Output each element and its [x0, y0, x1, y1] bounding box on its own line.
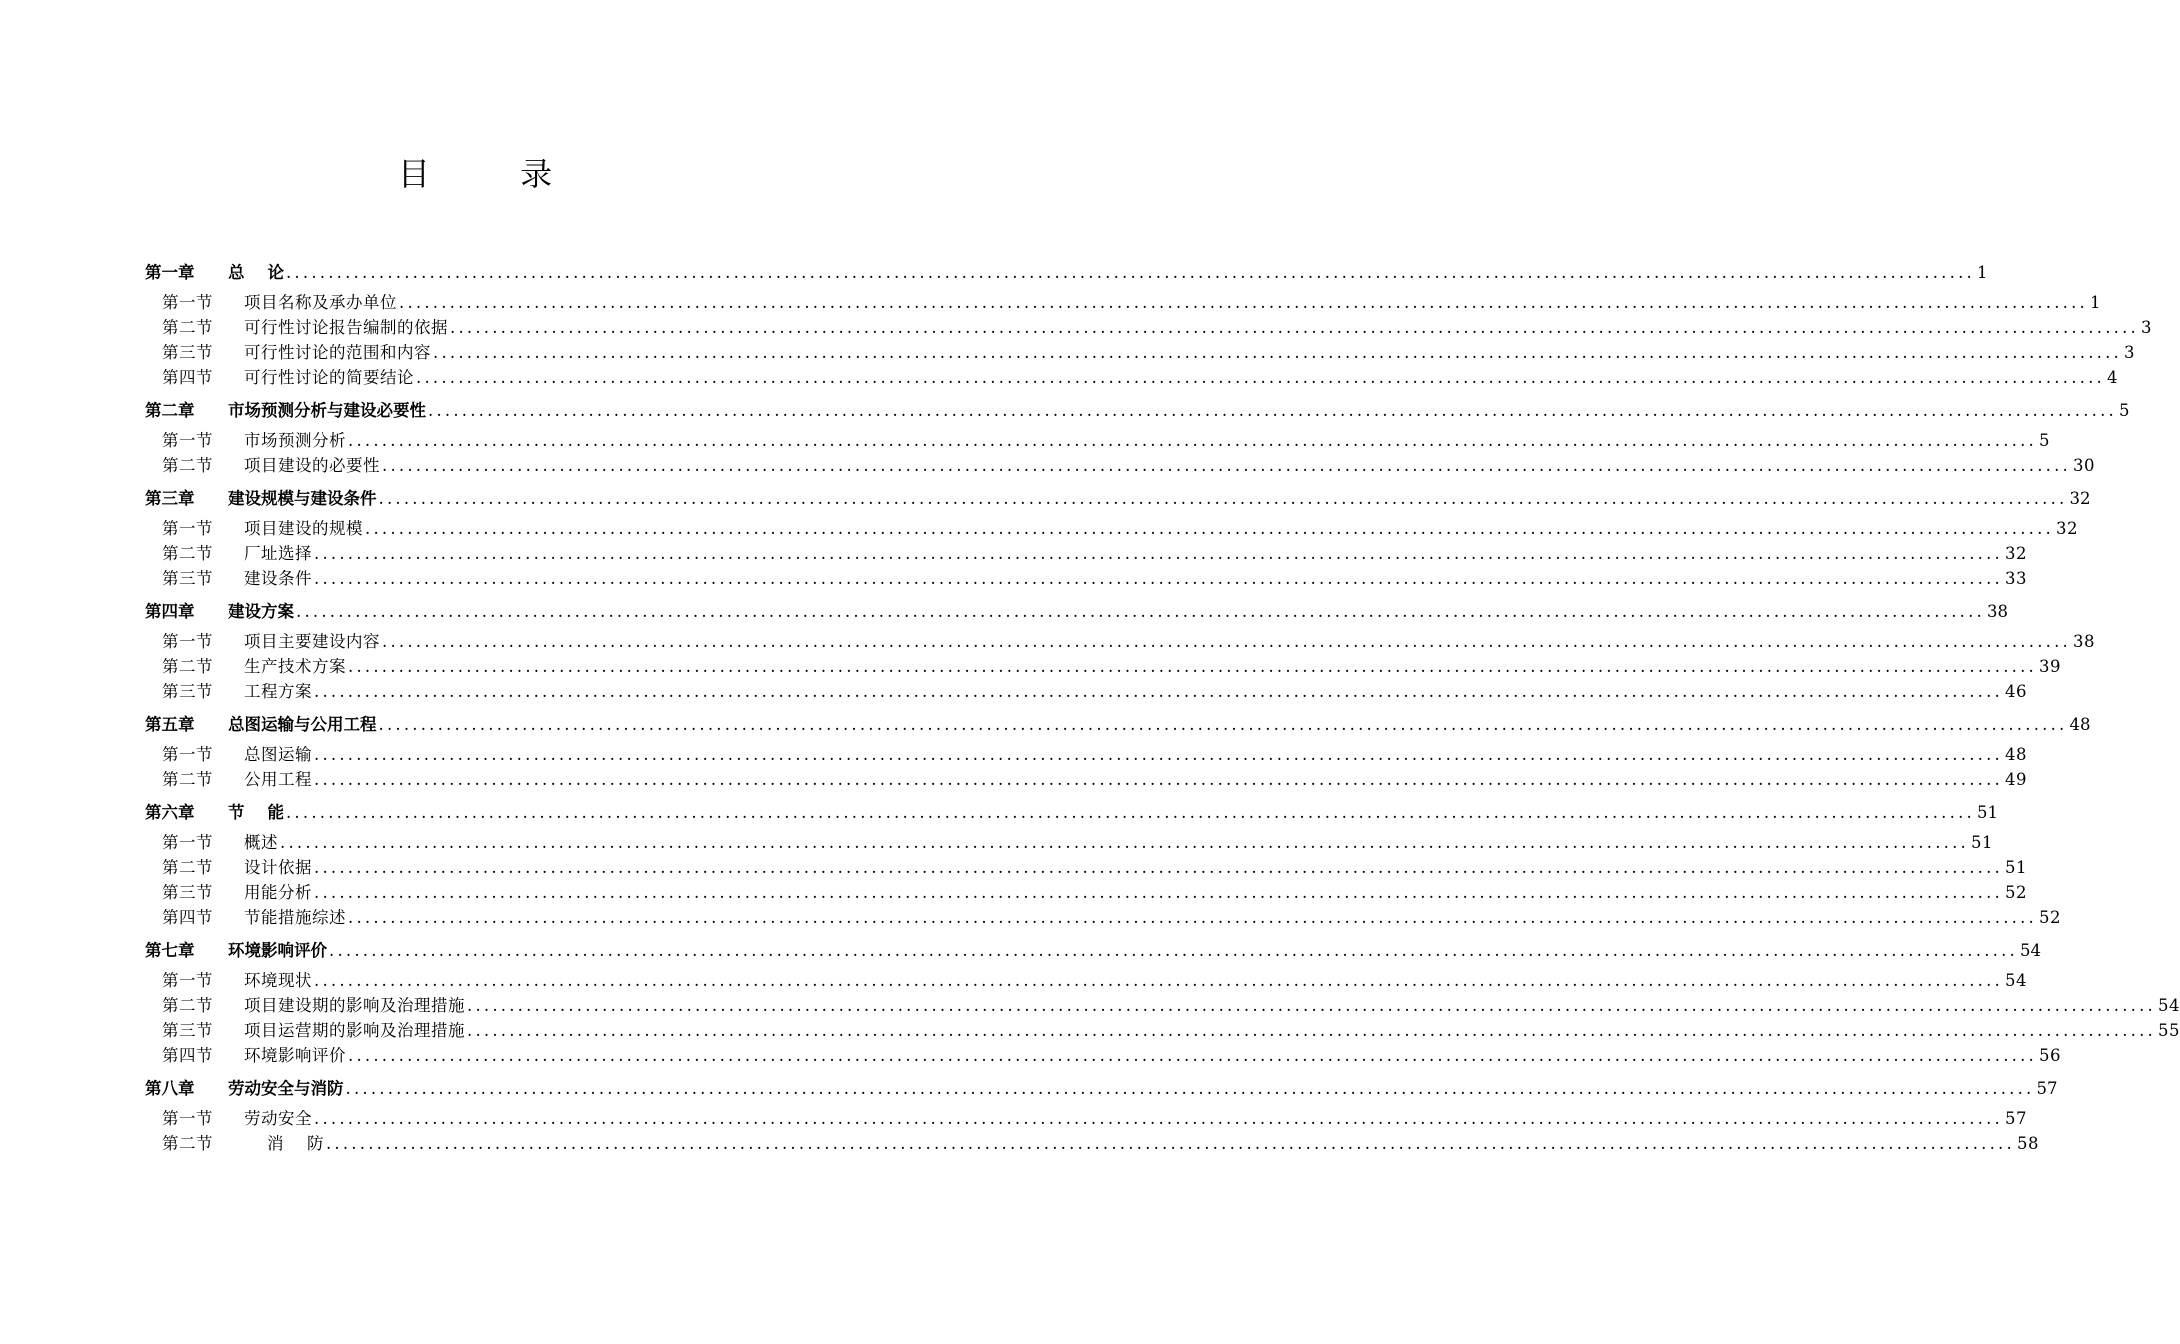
entry-number: 第一节 [162, 519, 213, 538]
entry-title: 用能分析 [244, 883, 312, 902]
toc-section-entry[interactable] [145, 516, 2078, 541]
dot-leader: ........................................................................................................................................................................................................ [314, 971, 2003, 990]
dot-leader: ........................................................................................................................................................................................................ [382, 456, 2071, 475]
entry-number: 第四章 [145, 602, 195, 621]
entry-number: 第一节 [162, 632, 213, 651]
toc-title: 目 录 [397, 155, 593, 193]
entry-title: 可行性讨论报告编制的依据 [244, 318, 448, 337]
entry-number: 第一节 [162, 745, 213, 764]
toc-section-entry[interactable] [145, 365, 2118, 390]
entry-page-number: 51 [1976, 803, 1998, 822]
entry-number: 第二节 [162, 858, 213, 877]
toc-chapter-entry[interactable] [145, 595, 2008, 629]
entry-title: 可行性讨论的简要结论 [244, 368, 414, 387]
toc-chapter-entry[interactable] [145, 256, 1988, 290]
dot-leader: ........................................................................................................................................................................................................ [348, 1046, 2037, 1065]
entry-title: 环境现状 [244, 971, 312, 990]
entry-page-number: 58 [2016, 1134, 2039, 1153]
dot-leader: ........................................................................................................................................................................................................ [314, 569, 2003, 588]
entry-title: 环境影响评价 [228, 941, 327, 960]
dot-leader: ........................................................................................................................................................................................................ [467, 996, 2156, 1015]
entry-number: 第八章 [145, 1079, 195, 1098]
toc-section-entry[interactable] [145, 830, 1993, 855]
toc-section-entry[interactable] [145, 993, 2180, 1018]
entry-number: 第二节 [162, 1134, 213, 1153]
entry-title: 公用工程 [244, 770, 312, 789]
entry-page-number: 39 [2038, 657, 2061, 676]
dot-leader: ........................................................................................................................................................................................................ [467, 1021, 2156, 1040]
toc-section-entry[interactable] [145, 1131, 2039, 1156]
entry-number: 第四节 [162, 908, 213, 927]
entry-page-number: 51 [1970, 833, 1993, 852]
dot-leader: ........................................................................................................................................................................................................ [416, 368, 2105, 387]
toc-section-entry[interactable] [145, 679, 2027, 704]
entry-number: 第三节 [162, 569, 213, 588]
entry-page-number: 38 [2072, 632, 2095, 651]
toc-chapter-entry[interactable] [145, 934, 2041, 968]
entry-title: 劳动安全 [244, 1109, 312, 1128]
entry-number: 第二节 [162, 770, 213, 789]
dot-leader: ........................................................................................................................................................................................................ [450, 318, 2139, 337]
toc-section-entry[interactable] [145, 315, 2152, 340]
entry-page-number: 32 [2069, 489, 2091, 508]
entry-title: 项目建设期的影响及治理措施 [244, 996, 465, 1015]
entry-page-number: 30 [2072, 456, 2095, 475]
entry-title: 节能措施综述 [244, 908, 346, 927]
toc-section-entry[interactable] [145, 290, 2101, 315]
toc-section-entry[interactable] [145, 905, 2061, 930]
toc-chapter-entry[interactable] [145, 482, 2091, 516]
entry-title: 项目建设的规模 [244, 519, 363, 538]
entry-number: 第三节 [162, 1021, 213, 1040]
dot-leader: ........................................................................................................................................................................................................ [314, 770, 2003, 789]
dot-leader: ........................................................................................................................................................................................................ [348, 431, 2037, 450]
entry-title: 总图运输 [244, 745, 312, 764]
entry-number: 第二节 [162, 544, 213, 563]
entry-number: 第四节 [162, 368, 213, 387]
entry-page-number: 57 [2004, 1109, 2027, 1128]
entry-page-number: 54 [2004, 971, 2027, 990]
toc-chapter-entry[interactable] [145, 394, 2130, 428]
entry-title: 劳动安全与消防 [228, 1079, 344, 1098]
entry-number: 第一章 [145, 263, 195, 282]
entry-title: 工程方案 [244, 682, 312, 701]
toc-chapter-entry[interactable] [145, 1072, 2058, 1106]
dot-leader: ........................................................................................................................................................................................................ [329, 941, 2018, 960]
entry-title: 建设方案 [228, 602, 294, 621]
entry-page-number: 49 [2004, 770, 2027, 789]
dot-leader: ........................................................................................................................................................................................................ [285, 803, 1975, 822]
toc-list [145, 256, 2180, 1156]
entry-number: 第五章 [145, 715, 195, 734]
entry-number: 第一节 [162, 431, 213, 450]
toc-chapter-entry[interactable] [145, 708, 2091, 742]
toc-section-entry[interactable] [145, 1018, 2180, 1043]
toc-section-entry[interactable] [145, 968, 2027, 993]
dot-leader: ........................................................................................................................................................................................................ [382, 632, 2071, 651]
dot-leader: ........................................................................................................................................................................................................ [378, 715, 2068, 734]
entry-title: 市场预测分析 [244, 431, 346, 450]
toc-section-entry[interactable] [145, 1106, 2027, 1131]
entry-page-number: 46 [2004, 682, 2027, 701]
entry-number: 第二节 [162, 996, 213, 1015]
entry-title: 消 防 [244, 1134, 324, 1153]
entry-title: 总图运输与公用工程 [228, 715, 377, 734]
toc-section-entry[interactable] [145, 880, 2027, 905]
dot-leader: ........................................................................................................................................................................................................ [348, 908, 2037, 927]
toc-section-entry[interactable] [145, 855, 2027, 880]
entry-title: 概述 [244, 833, 278, 852]
entry-page-number: 3 [2123, 343, 2135, 362]
entry-title: 厂址选择 [244, 544, 312, 563]
entry-page-number: 32 [2055, 519, 2078, 538]
entry-page-number: 57 [2036, 1079, 2058, 1098]
toc-chapter-entry[interactable] [145, 796, 1998, 830]
dot-leader: ........................................................................................................................................................................................................ [325, 1134, 2015, 1153]
entry-number: 第一节 [162, 1109, 213, 1128]
entry-page-number: 1 [1976, 263, 1988, 282]
toc-section-entry[interactable] [145, 453, 2095, 478]
entry-title: 生产技术方案 [244, 657, 346, 676]
entry-page-number: 33 [2004, 569, 2027, 588]
entry-page-number: 3 [2140, 318, 2152, 337]
toc-section-entry[interactable] [145, 654, 2061, 679]
entry-number: 第三章 [145, 489, 195, 508]
entry-number: 第二节 [162, 318, 213, 337]
entry-page-number: 5 [2038, 431, 2050, 450]
entry-title: 节 能 [228, 803, 284, 822]
entry-number: 第一节 [162, 833, 213, 852]
dot-leader: ........................................................................................................................................................................................................ [433, 343, 2122, 362]
entry-page-number: 54 [2157, 996, 2180, 1015]
entry-page-number: 52 [2004, 883, 2027, 902]
entry-number: 第三节 [162, 883, 213, 902]
entry-title: 建设规模与建设条件 [228, 489, 377, 508]
dot-leader: ........................................................................................................................................................................................................ [378, 489, 2068, 508]
entry-page-number: 5 [2118, 401, 2130, 420]
dot-leader: ........................................................................................................................................................................................................ [365, 519, 2054, 538]
entry-number: 第一节 [162, 293, 213, 312]
entry-number: 第三节 [162, 682, 213, 701]
entry-number: 第七章 [145, 941, 195, 960]
toc-section-entry[interactable] [145, 767, 2027, 792]
toc-section-entry[interactable] [145, 428, 2050, 453]
entry-number: 第一节 [162, 971, 213, 990]
entry-page-number: 38 [1986, 602, 2008, 621]
entry-title: 设计依据 [244, 858, 312, 877]
dot-leader: ........................................................................................................................................................................................................ [348, 657, 2037, 676]
dot-leader: ........................................................................................................................................................................................................ [314, 1109, 2003, 1128]
dot-leader: ........................................................................................................................................................................................................ [314, 745, 2003, 764]
toc-section-entry[interactable] [145, 629, 2095, 654]
dot-leader: ........................................................................................................................................................................................................ [399, 293, 2088, 312]
toc-section-entry[interactable] [145, 541, 2027, 566]
toc-section-entry[interactable] [145, 566, 2027, 591]
entry-page-number: 56 [2038, 1046, 2061, 1065]
dot-leader: ........................................................................................................................................................................................................ [314, 858, 2003, 877]
entry-page-number: 48 [2004, 745, 2027, 764]
entry-title: 项目建设的必要性 [244, 456, 380, 475]
entry-title: 项目运营期的影响及治理措施 [244, 1021, 465, 1040]
entry-title: 可行性讨论的范围和内容 [244, 343, 431, 362]
entry-number: 第三节 [162, 343, 213, 362]
toc-section-entry[interactable] [145, 742, 2027, 767]
entry-page-number: 55 [2157, 1021, 2180, 1040]
entry-title: 市场预测分析与建设必要性 [228, 401, 426, 420]
entry-page-number: 48 [2069, 715, 2091, 734]
entry-title: 总 论 [228, 263, 284, 282]
entry-page-number: 1 [2089, 293, 2101, 312]
dot-leader: ........................................................................................................................................................................................................ [285, 263, 1975, 282]
entry-page-number: 52 [2038, 908, 2061, 927]
dot-leader: ........................................................................................................................................................................................................ [314, 544, 2003, 563]
dot-leader: ........................................................................................................................................................................................................ [345, 1079, 2035, 1098]
dot-leader: ........................................................................................................................................................................................................ [428, 401, 2117, 420]
entry-page-number: 54 [2019, 941, 2041, 960]
entry-number: 第二节 [162, 657, 213, 676]
entry-page-number: 32 [2004, 544, 2027, 563]
entry-title: 项目主要建设内容 [244, 632, 380, 651]
entry-number: 第六章 [145, 803, 195, 822]
entry-number: 第二章 [145, 401, 195, 420]
dot-leader: ........................................................................................................................................................................................................ [280, 833, 1969, 852]
dot-leader: ........................................................................................................................................................................................................ [314, 883, 2003, 902]
toc-section-entry[interactable] [145, 340, 2135, 365]
toc-section-entry[interactable] [145, 1043, 2061, 1068]
entry-page-number: 4 [2106, 368, 2118, 387]
entry-number: 第四节 [162, 1046, 213, 1065]
entry-title: 建设条件 [244, 569, 312, 588]
entry-number: 第二节 [162, 456, 213, 475]
dot-leader: ........................................................................................................................................................................................................ [296, 602, 1985, 621]
entry-title: 项目名称及承办单位 [244, 293, 397, 312]
entry-title: 环境影响评价 [244, 1046, 346, 1065]
dot-leader: ........................................................................................................................................................................................................ [314, 682, 2003, 701]
entry-page-number: 51 [2004, 858, 2027, 877]
